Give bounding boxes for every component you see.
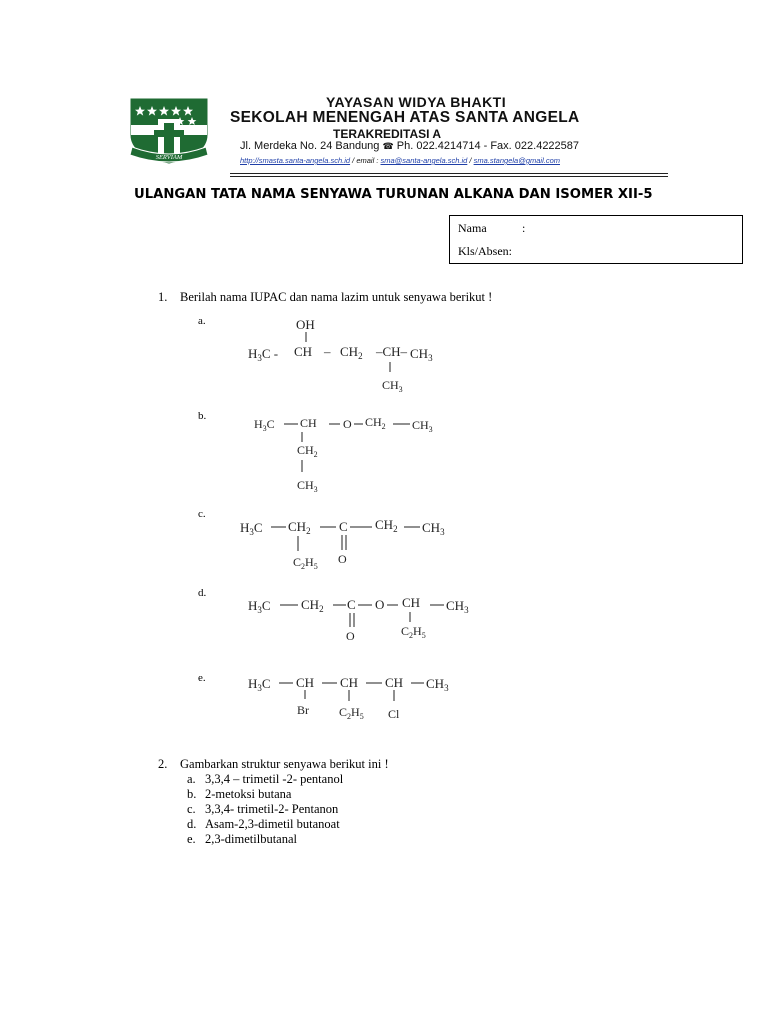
struct-e-ch-1: CH xyxy=(296,675,315,690)
q2-item-label: b. xyxy=(187,787,197,801)
struct-c-h3c: $H_3C$ xyxy=(240,520,263,537)
structure-c xyxy=(238,512,458,574)
address-line xyxy=(240,140,579,152)
struct-d-o: O xyxy=(375,597,385,612)
struct-e-ch3: $CH_3$ xyxy=(426,676,449,693)
structure-e xyxy=(246,672,476,724)
cross-icon xyxy=(164,123,174,157)
q2-item-label: d. xyxy=(187,817,197,831)
struct-a-h3c: $H_3C$ - xyxy=(248,346,279,363)
header-divider-2 xyxy=(230,176,668,177)
struct-b-ch3: $CH_3$ xyxy=(412,418,433,434)
address: Jl. Merdeka No. 24 Bandung xyxy=(240,140,380,152)
struct-b-ch3-branch: $CH_3$ xyxy=(297,478,318,494)
struct-b-h3c: $H_3C$ xyxy=(254,417,275,433)
struct-c-ch2: $CH_2$ xyxy=(288,519,311,536)
q2-item-text: 3,3,4- trimetil-2- Pentanon xyxy=(205,802,339,816)
accreditation: TERAKREDITASI A xyxy=(333,127,441,141)
struct-b-o: O xyxy=(343,417,352,431)
email-link[interactable]: sma@santa-angela.sch.id xyxy=(380,156,468,165)
struct-e-ch-2: CH xyxy=(340,675,359,690)
struct-d-c2h5: $C_2H_5$ xyxy=(401,624,426,640)
struct-a-oh: OH xyxy=(296,317,315,332)
website-link[interactable]: http://smasta.santa-angela.sch.id xyxy=(240,156,351,165)
struct-d-ch: CH xyxy=(402,595,421,610)
email-separator-2: / xyxy=(467,156,474,165)
email-separator: / email : xyxy=(350,156,381,165)
struct-d-ch3: $CH_3$ xyxy=(446,598,469,615)
school-name: SEKOLAH MENENGAH ATAS SANTA ANGELA xyxy=(230,109,580,126)
struct-c-c: C xyxy=(339,519,348,534)
struct-a-ch: CH xyxy=(294,344,313,359)
struct-e-br: Br xyxy=(297,703,309,717)
struct-d-o-dbl: O xyxy=(346,629,355,643)
struct-b-ch2-branch: $CH_2$ xyxy=(297,443,318,459)
email-link-2[interactable]: sma.stangela@gmail.com xyxy=(473,156,560,165)
struct-c-c2h5: $C_2H_5$ xyxy=(293,555,318,571)
class-absen-label: Kls/Absen: xyxy=(458,244,512,258)
q2-number: 2. xyxy=(158,757,168,771)
name-colon: : xyxy=(522,221,526,235)
struct-a-ch-mid: –CH– xyxy=(376,344,408,359)
struct-e-h3c: $H_3C$ xyxy=(248,676,271,693)
struct-c-o: O xyxy=(338,552,347,566)
q2-item-text: Asam-2,3-dimetil butanoat xyxy=(205,817,340,831)
contact-line xyxy=(240,156,560,165)
struct-a-dash: – xyxy=(324,344,331,359)
struct-d-h3c: $H_3C$ xyxy=(248,598,271,615)
struct-a-ch3: $CH_3$ xyxy=(410,346,433,363)
q2-text: Gambarkan struktur senyawa berikut ini ! xyxy=(180,757,389,771)
struct-e-cl: Cl xyxy=(388,707,400,721)
q1-number: 1. xyxy=(158,290,168,304)
struct-a-ch2: $CH_2$ xyxy=(340,344,363,361)
struct-c-ch2b: $CH_2$ xyxy=(375,517,398,534)
q1-label-c: c. xyxy=(198,508,206,520)
q1-label-d: d. xyxy=(198,587,207,599)
struct-e-c2h5: $C_2H_5$ xyxy=(339,705,364,721)
q1-label-e: e. xyxy=(198,672,206,684)
q2-item-text: 2-metoksi butana xyxy=(205,787,292,801)
q2-item-label: e. xyxy=(187,832,196,846)
phone-icon: ☎ xyxy=(382,141,394,151)
name-label: Nama xyxy=(458,221,487,235)
header-divider xyxy=(230,173,668,174)
q1-text: Berilah nama IUPAC dan nama lazim untuk senyawa berikut ! xyxy=(180,290,493,304)
phone-fax: Ph. 022.4214714 - Fax. 022.4222587 xyxy=(396,140,580,152)
logo-motto: SERVIAM xyxy=(155,154,183,161)
structure-d xyxy=(246,592,486,644)
student-id-box xyxy=(449,215,743,264)
struct-d-c: C xyxy=(347,597,356,612)
q2-item-label: a. xyxy=(187,772,196,786)
foundation-name: YAYASAN WIDYA BHAKTI xyxy=(326,94,507,110)
name-row xyxy=(458,221,526,236)
q1-label-a: a. xyxy=(198,315,206,327)
struct-c-ch3: $CH_3$ xyxy=(422,520,445,537)
struct-b-ch2: $CH_2$ xyxy=(365,415,386,431)
page-title: ULANGAN TATA NAMA SENYAWA TURUNAN ALKANA DAN ISOMER XII-5 xyxy=(134,187,653,202)
struct-b-ch: CH xyxy=(300,416,317,430)
q2-item-label: c. xyxy=(187,802,196,816)
q1-label-b: b. xyxy=(198,410,207,422)
q2-item-text: 3,3,4 – trimetil -2- pentanol xyxy=(205,772,344,786)
school-logo xyxy=(128,97,210,167)
struct-d-ch2: $CH_2$ xyxy=(301,597,324,614)
struct-e-ch-3: CH xyxy=(385,675,404,690)
struct-a-ch3-branch: $CH_3$ xyxy=(382,378,403,394)
q2-item-text: 2,3-dimetilbutanal xyxy=(205,832,297,846)
structure-b xyxy=(250,412,450,497)
structure-a xyxy=(240,312,460,397)
